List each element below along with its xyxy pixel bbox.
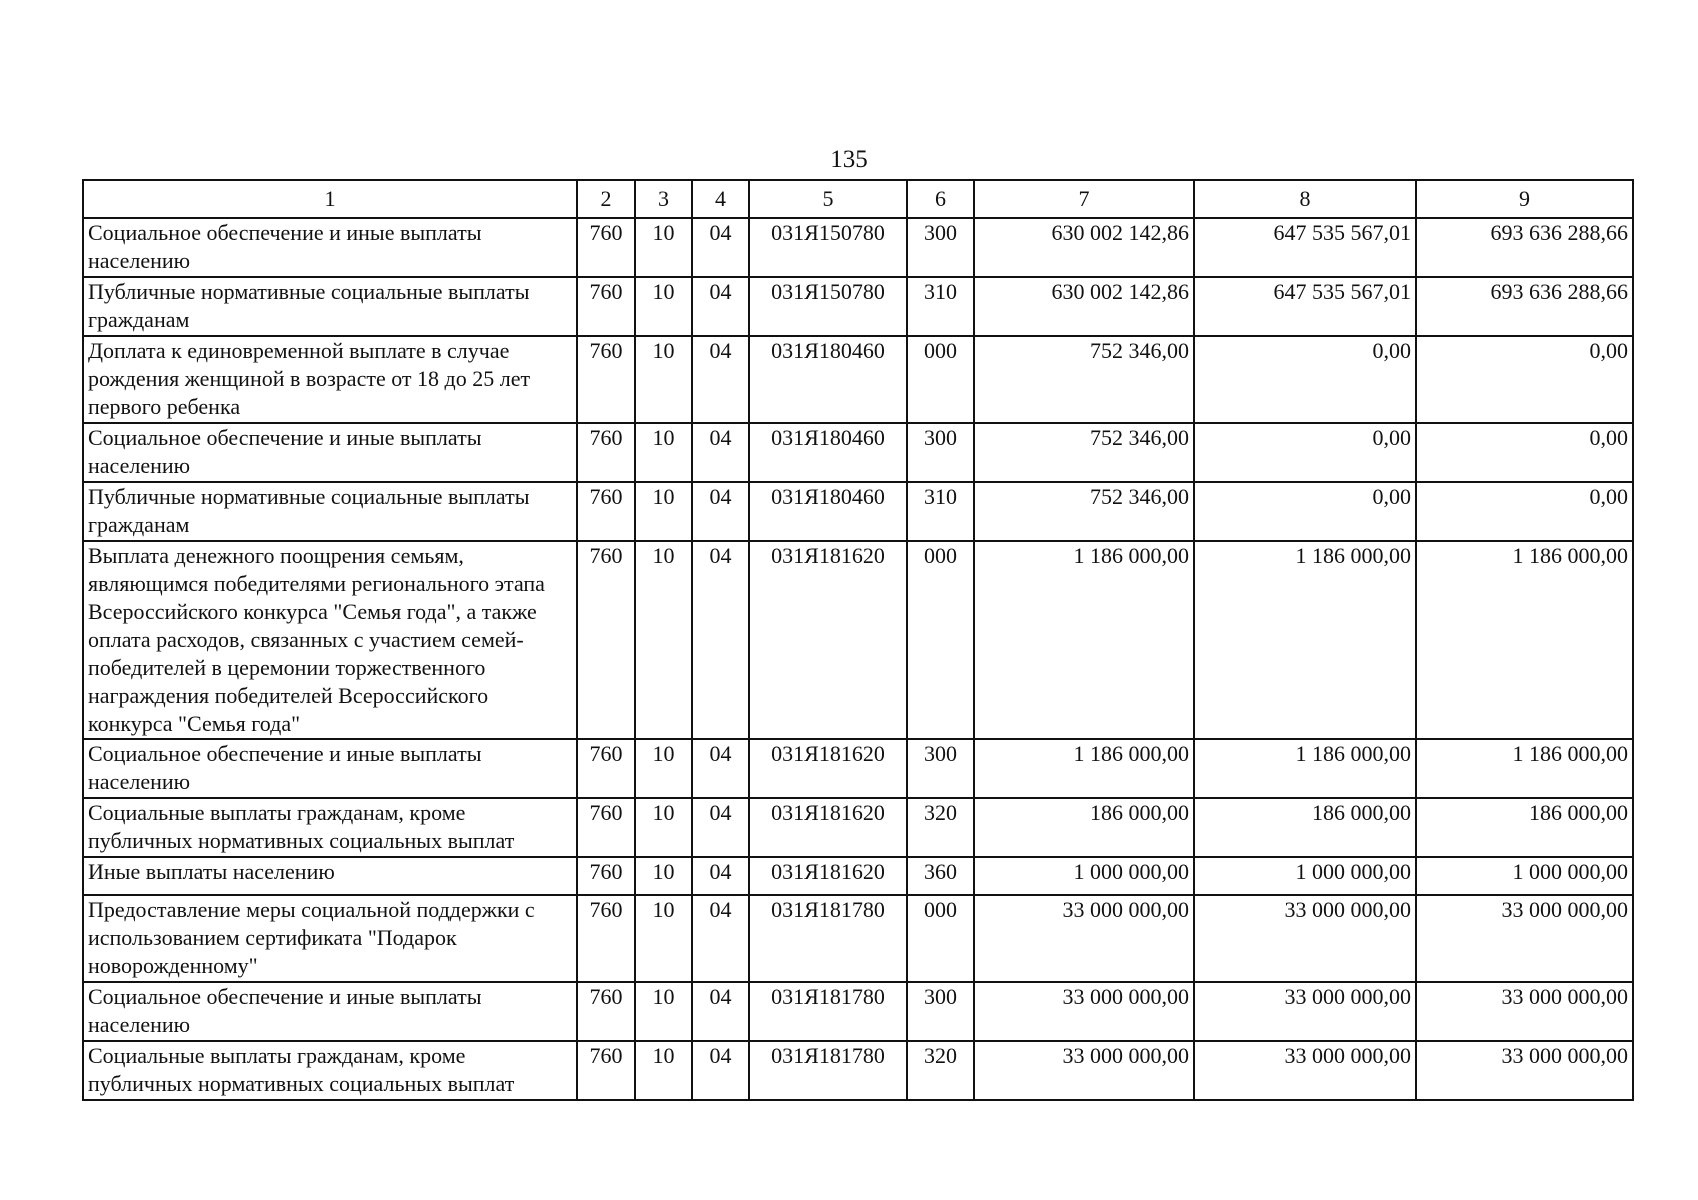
row-code-subsection: 04 xyxy=(692,277,749,336)
table-row xyxy=(83,541,1633,739)
table-row xyxy=(83,798,1633,857)
row-amount-year-2: 1 000 000,00 xyxy=(1194,857,1416,895)
row-name: Социальное обеспечение и иные выплаты населению xyxy=(83,739,577,798)
table-row xyxy=(83,482,1633,541)
row-amount-year-3: 0,00 xyxy=(1416,423,1633,482)
row-amount-year-3: 1 000 000,00 xyxy=(1416,857,1633,895)
column-header-9: 9 xyxy=(1416,180,1633,218)
row-code-subsection: 04 xyxy=(692,541,749,739)
row-amount-year-3: 693 636 288,66 xyxy=(1416,277,1633,336)
table-row xyxy=(83,423,1633,482)
row-code-subsection: 04 xyxy=(692,336,749,423)
row-name: Социальное обеспечение и иные выплаты населению xyxy=(83,423,577,482)
row-code-section: 10 xyxy=(635,277,692,336)
table-row xyxy=(83,739,1633,798)
row-amount-year-1: 752 346,00 xyxy=(974,336,1194,423)
row-code-target: 031Я180460 xyxy=(749,423,907,482)
row-code-section: 10 xyxy=(635,798,692,857)
row-amount-year-3: 33 000 000,00 xyxy=(1416,1041,1633,1100)
row-amount-year-2: 0,00 xyxy=(1194,336,1416,423)
row-name: Предоставление меры социальной поддержки с использованием сертификата "Подарок новорожденному" xyxy=(83,895,577,982)
column-header-2: 2 xyxy=(577,180,635,218)
row-code-expense-type: 000 xyxy=(907,336,974,423)
row-amount-year-1: 752 346,00 xyxy=(974,482,1194,541)
row-code-section: 10 xyxy=(635,895,692,982)
row-code-ministry: 760 xyxy=(577,277,635,336)
row-code-subsection: 04 xyxy=(692,739,749,798)
row-name: Иные выплаты населению xyxy=(83,857,577,895)
budget-table xyxy=(82,179,1634,1101)
row-amount-year-1: 33 000 000,00 xyxy=(974,895,1194,982)
row-amount-year-1: 630 002 142,86 xyxy=(974,218,1194,277)
row-amount-year-3: 186 000,00 xyxy=(1416,798,1633,857)
row-code-section: 10 xyxy=(635,423,692,482)
row-code-target: 031Я180460 xyxy=(749,336,907,423)
row-amount-year-3: 33 000 000,00 xyxy=(1416,982,1633,1041)
row-amount-year-2: 33 000 000,00 xyxy=(1194,982,1416,1041)
row-code-ministry: 760 xyxy=(577,895,635,982)
row-amount-year-3: 1 186 000,00 xyxy=(1416,739,1633,798)
row-code-subsection: 04 xyxy=(692,423,749,482)
row-code-target: 031Я181780 xyxy=(749,895,907,982)
header-row xyxy=(83,180,1633,218)
row-code-ministry: 760 xyxy=(577,857,635,895)
column-header-8: 8 xyxy=(1194,180,1416,218)
row-amount-year-3: 693 636 288,66 xyxy=(1416,218,1633,277)
row-amount-year-2: 33 000 000,00 xyxy=(1194,895,1416,982)
table-row xyxy=(83,982,1633,1041)
row-code-expense-type: 300 xyxy=(907,739,974,798)
table-body xyxy=(83,218,1633,1100)
row-code-ministry: 760 xyxy=(577,423,635,482)
row-code-section: 10 xyxy=(635,982,692,1041)
row-name: Социальное обеспечение и иные выплаты населению xyxy=(83,982,577,1041)
row-amount-year-1: 1 186 000,00 xyxy=(974,739,1194,798)
row-amount-year-2: 0,00 xyxy=(1194,482,1416,541)
column-header-6: 6 xyxy=(907,180,974,218)
row-code-ministry: 760 xyxy=(577,739,635,798)
column-header-1: 1 xyxy=(83,180,577,218)
row-code-ministry: 760 xyxy=(577,218,635,277)
row-code-ministry: 760 xyxy=(577,541,635,739)
row-amount-year-2: 1 186 000,00 xyxy=(1194,541,1416,739)
table-row xyxy=(83,857,1633,895)
row-code-expense-type: 320 xyxy=(907,798,974,857)
row-code-ministry: 760 xyxy=(577,336,635,423)
row-code-target: 031Я180460 xyxy=(749,482,907,541)
row-amount-year-1: 752 346,00 xyxy=(974,423,1194,482)
row-code-section: 10 xyxy=(635,482,692,541)
table-header xyxy=(83,180,1633,218)
table-row xyxy=(83,218,1633,277)
row-code-section: 10 xyxy=(635,541,692,739)
row-code-section: 10 xyxy=(635,336,692,423)
row-amount-year-2: 1 186 000,00 xyxy=(1194,739,1416,798)
row-amount-year-3: 0,00 xyxy=(1416,482,1633,541)
row-code-expense-type: 000 xyxy=(907,895,974,982)
row-amount-year-1: 33 000 000,00 xyxy=(974,982,1194,1041)
column-header-3: 3 xyxy=(635,180,692,218)
row-name: Публичные нормативные социальные выплаты гражданам xyxy=(83,482,577,541)
row-code-subsection: 04 xyxy=(692,982,749,1041)
column-header-7: 7 xyxy=(974,180,1194,218)
row-code-subsection: 04 xyxy=(692,218,749,277)
table-row xyxy=(83,895,1633,982)
row-code-ministry: 760 xyxy=(577,1041,635,1100)
row-code-expense-type: 300 xyxy=(907,218,974,277)
column-header-5: 5 xyxy=(749,180,907,218)
row-code-target: 031Я181620 xyxy=(749,541,907,739)
row-code-subsection: 04 xyxy=(692,857,749,895)
row-name: Публичные нормативные социальные выплаты гражданам xyxy=(83,277,577,336)
row-code-target: 031Я181620 xyxy=(749,857,907,895)
row-code-section: 10 xyxy=(635,857,692,895)
row-code-target: 031Я150780 xyxy=(749,218,907,277)
row-code-section: 10 xyxy=(635,218,692,277)
row-code-target: 031Я181780 xyxy=(749,1041,907,1100)
row-name: Социальные выплаты гражданам, кроме публичных нормативных социальных выплат xyxy=(83,798,577,857)
row-amount-year-1: 33 000 000,00 xyxy=(974,1041,1194,1100)
row-code-section: 10 xyxy=(635,739,692,798)
row-name: Социальное обеспечение и иные выплаты населению xyxy=(83,218,577,277)
table-row xyxy=(83,1041,1633,1100)
row-code-expense-type: 360 xyxy=(907,857,974,895)
row-code-target: 031Я181620 xyxy=(749,798,907,857)
row-code-ministry: 760 xyxy=(577,982,635,1041)
row-amount-year-2: 186 000,00 xyxy=(1194,798,1416,857)
row-code-expense-type: 310 xyxy=(907,482,974,541)
row-amount-year-1: 186 000,00 xyxy=(974,798,1194,857)
column-header-4: 4 xyxy=(692,180,749,218)
row-amount-year-1: 630 002 142,86 xyxy=(974,277,1194,336)
row-amount-year-1: 1 186 000,00 xyxy=(974,541,1194,739)
table-row xyxy=(83,336,1633,423)
row-code-target: 031Я181620 xyxy=(749,739,907,798)
page-number: 135 xyxy=(830,146,868,173)
row-code-subsection: 04 xyxy=(692,798,749,857)
row-amount-year-2: 647 535 567,01 xyxy=(1194,218,1416,277)
row-amount-year-3: 1 186 000,00 xyxy=(1416,541,1633,739)
row-code-expense-type: 000 xyxy=(907,541,974,739)
row-amount-year-2: 647 535 567,01 xyxy=(1194,277,1416,336)
row-code-expense-type: 320 xyxy=(907,1041,974,1100)
row-amount-year-2: 33 000 000,00 xyxy=(1194,1041,1416,1100)
row-name: Выплата денежного поощрения семьям, являющимся победителями регионального этапа Всероссийского конкурса "Семья года", а также оплата расходов, связанных с участием семей-победителей в церемонии торжественного награждения победителей Всероссийского конкурса "Семья года" xyxy=(83,541,577,739)
row-amount-year-3: 33 000 000,00 xyxy=(1416,895,1633,982)
row-code-expense-type: 310 xyxy=(907,277,974,336)
row-code-ministry: 760 xyxy=(577,798,635,857)
row-code-section: 10 xyxy=(635,1041,692,1100)
row-code-expense-type: 300 xyxy=(907,423,974,482)
row-amount-year-3: 0,00 xyxy=(1416,336,1633,423)
row-code-target: 031Я181780 xyxy=(749,982,907,1041)
row-code-subsection: 04 xyxy=(692,895,749,982)
row-amount-year-2: 0,00 xyxy=(1194,423,1416,482)
row-name: Социальные выплаты гражданам, кроме публичных нормативных социальных выплат xyxy=(83,1041,577,1100)
row-code-subsection: 04 xyxy=(692,1041,749,1100)
row-code-target: 031Я150780 xyxy=(749,277,907,336)
row-name: Доплата к единовременной выплате в случае рождения женщиной в возрасте от 18 до 25 лет первого ребенка xyxy=(83,336,577,423)
table-row xyxy=(83,277,1633,336)
row-code-expense-type: 300 xyxy=(907,982,974,1041)
row-amount-year-1: 1 000 000,00 xyxy=(974,857,1194,895)
row-code-ministry: 760 xyxy=(577,482,635,541)
row-code-subsection: 04 xyxy=(692,482,749,541)
